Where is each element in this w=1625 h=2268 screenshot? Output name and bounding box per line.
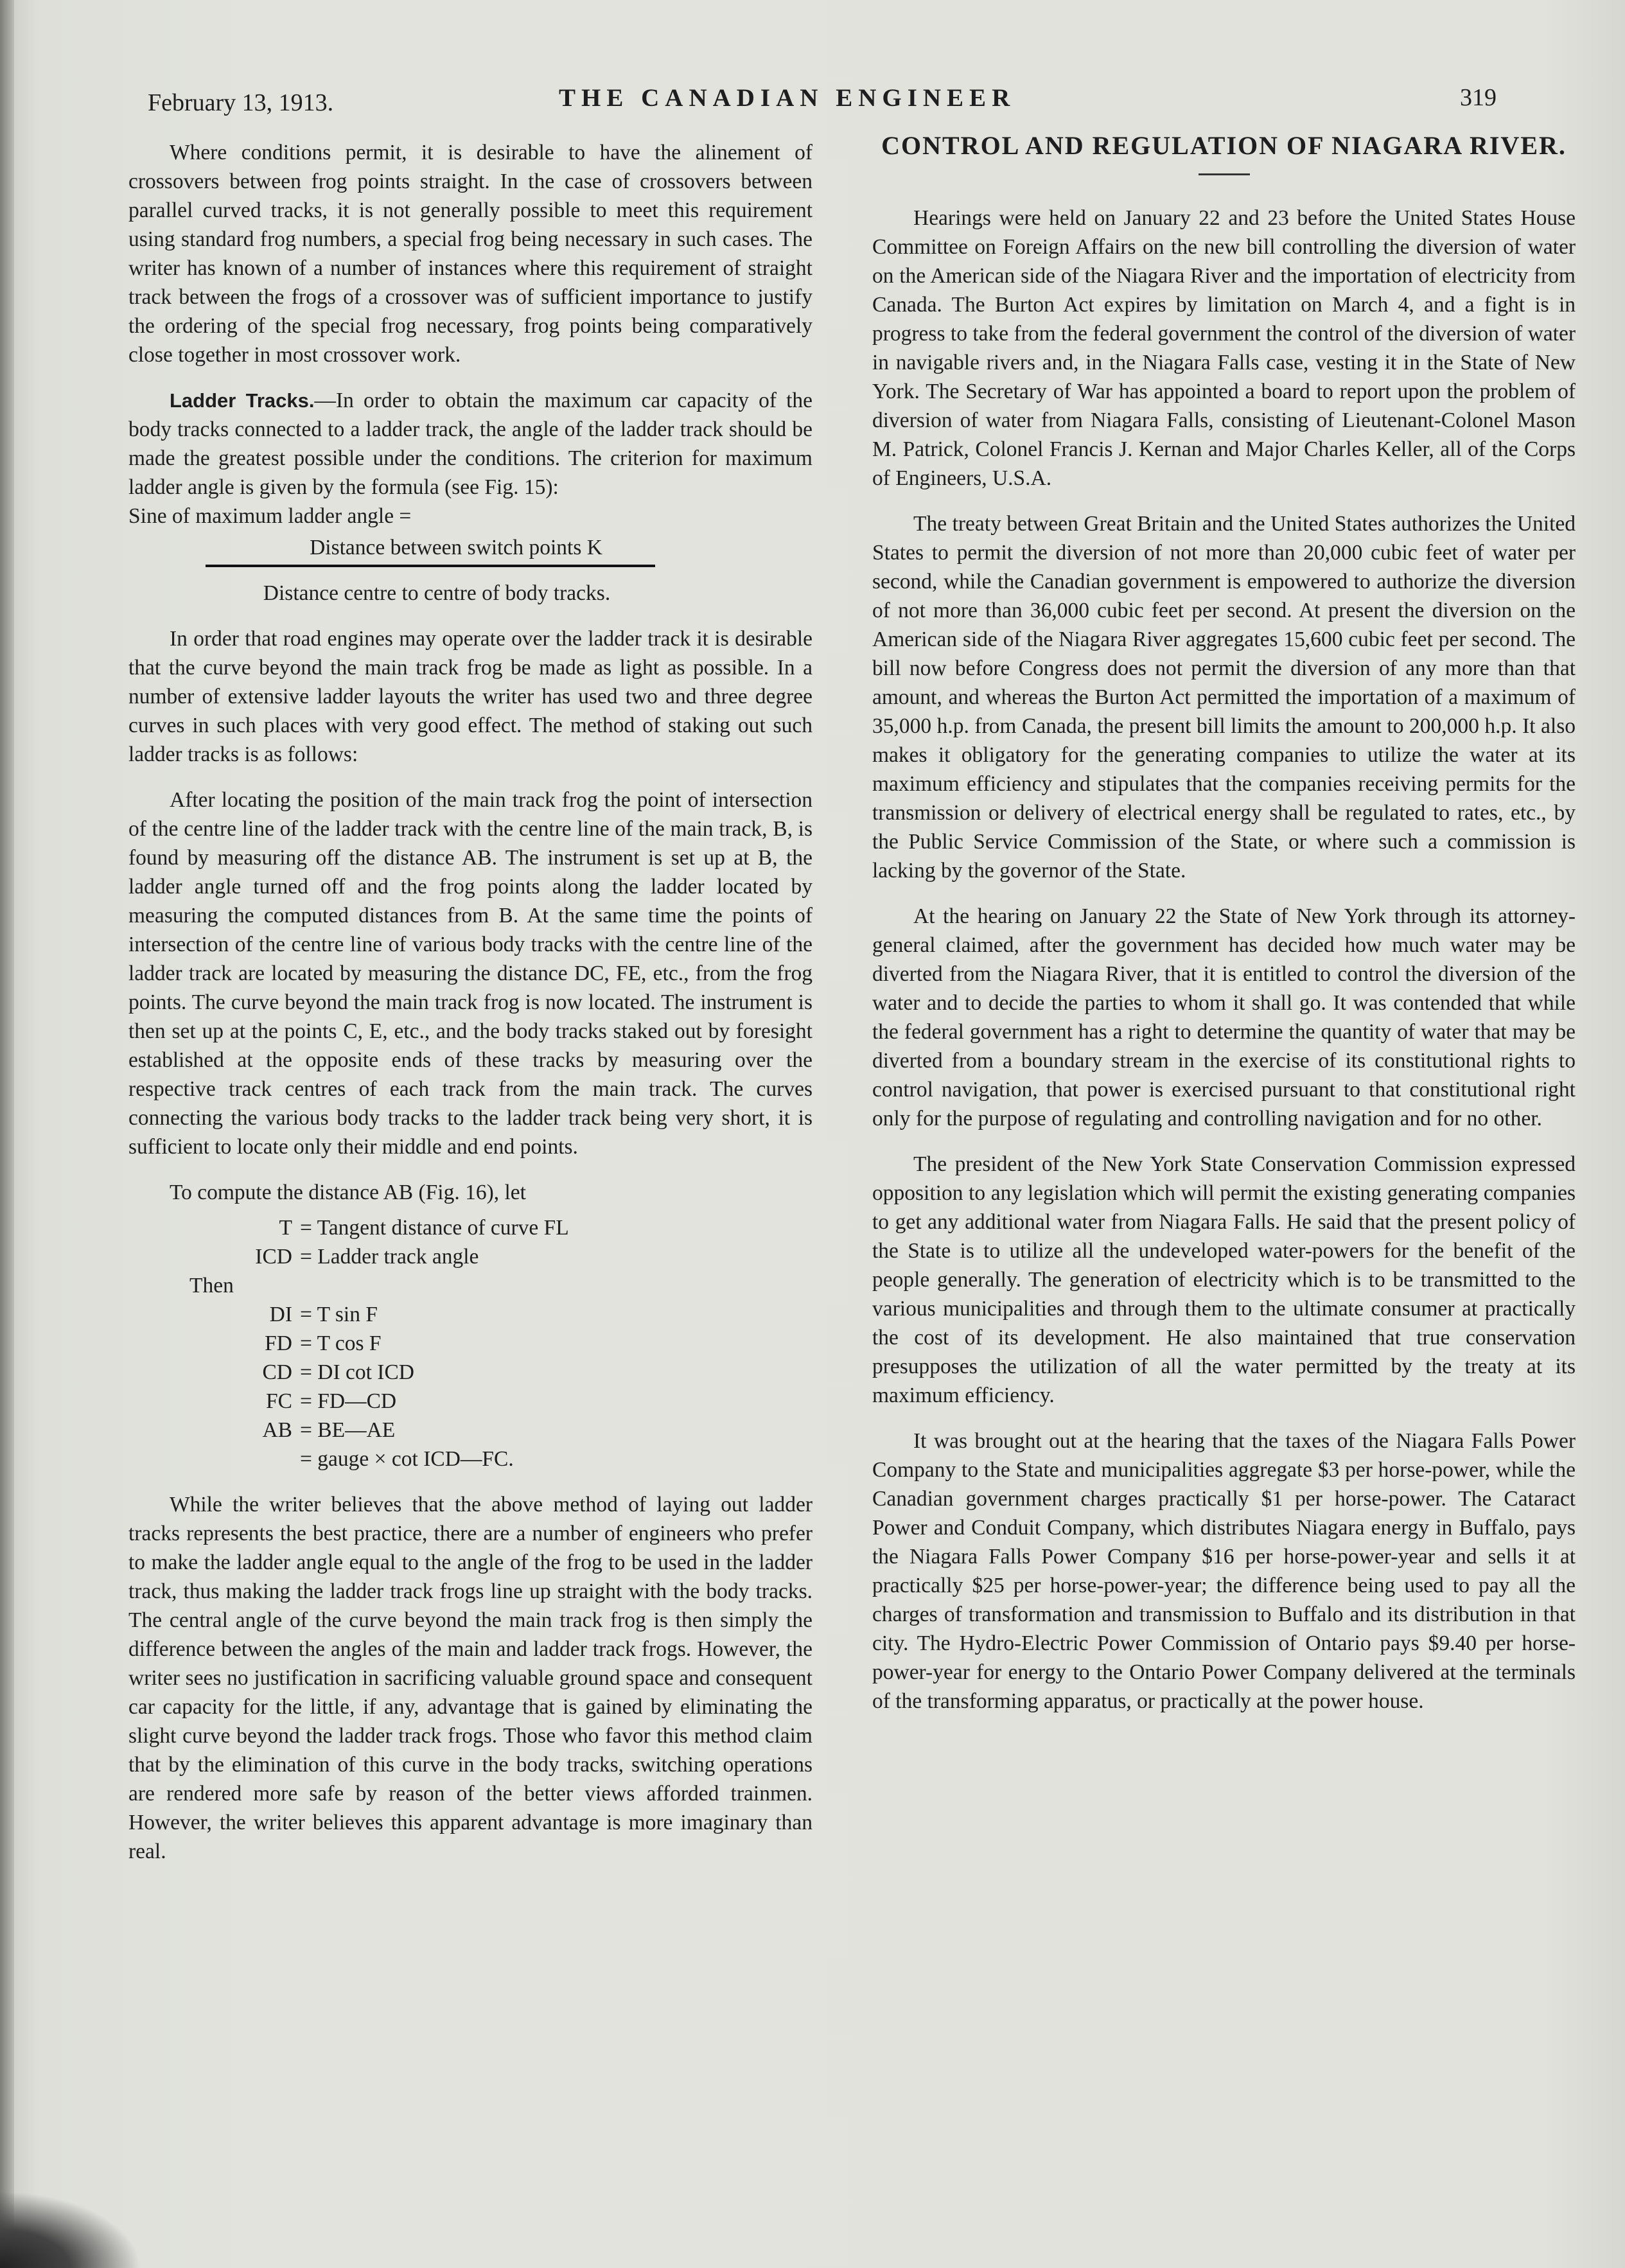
sine-formula-label: Sine of maximum ladder angle = <box>128 504 412 528</box>
page-number: 319 <box>1460 84 1497 111</box>
title-rule <box>1199 173 1250 175</box>
running-head <box>148 84 1522 122</box>
issue-date: February 13, 1913. <box>148 89 334 116</box>
equation-row <box>128 1300 812 1329</box>
journal-title: THE CANADIAN ENGINEER <box>559 84 1016 112</box>
equation-row <box>128 1387 812 1416</box>
definition-meaning: = Tangent distance of curve FL <box>300 1216 569 1240</box>
equation-rhs: = T sin F <box>300 1303 378 1326</box>
ladder-angle-fraction <box>128 533 812 608</box>
section-heading-ladder-tracks: Ladder Tracks. <box>170 389 315 412</box>
equation-row <box>128 1445 812 1473</box>
definition-row <box>128 1242 812 1271</box>
definition-row <box>128 1213 812 1242</box>
book-spine-shadow <box>0 0 14 2268</box>
paragraph-alternative-practice: While the writer believes that the above method of laying out ladder tracks represents the best practice, there are a number of engineers who prefer to make the ladder angle equal to the angle of the frog to be used in the ladder track, thus making the ladder track frogs line up straight with the body tracks. The central angle of the curve beyond the main track frog is then simply the difference between the angles of the main and ladder track frogs. However, the writer sees no justification in sacrificing valuable ground space and consequent car capacity for the little, if any, advantage that is gained by eliminating the slight curve beyond the ladder track frogs. Those who favor this method claim that by the elimination of this curve in the body tracks, switching operations are rendered more safe by reason of the better views afforded trainmen. However, the writer believes this apparent advantage is more imaginary than real. <box>128 1493 812 1863</box>
compute-intro: To compute the distance AB (Fig. 16), let <box>170 1181 526 1204</box>
paragraph-treaty: The treaty between Great Britain and the United States authorizes the United States to permit the diversion of not more than 20,000 cubic feet of water per second, while the Canadian government is empowered to authorize the diversion of not more than 36,000 cubic feet per second. At present the diversion on the American side of the Niagara River aggregates 15,600 cubic feet per second. The bill now before Congress does not permit the diversion of any more than that amount, and whereas the Burton Act permitted the importation of a maximum of 35,000 h.p. from Canada, the present bill limits the amount to 200,000 h.p. It also makes it obligatory for the generating companies to utilize the water at its maximum efficiency and stipulates that the companies receiving permits for the transmission or delivery of electrical energy shall be regulated to rates, etc., by the Public Service Commission of the State, or where such a commission is lacking by the governor of the State. <box>872 512 1576 883</box>
paragraph-road-engines: In order that road engines may operate over the ladder track it is desirable that the curve beyond the main track frog be made as light as possible. In a number of extensive ladder layouts the writer has used two and three degree curves in such places with very good effect. The method of staking out such ladder tracks is as follows: <box>128 627 812 766</box>
equation-row <box>128 1329 812 1358</box>
equation-rhs: = FD—CD <box>300 1389 397 1413</box>
paragraph-crossovers: Where conditions permit, it is desirable to have the alinement of crossovers between frog points straight. In the case of crossovers between parallel curved tracks, it is not generally possible to meet this requirement using standard frog numbers, a special frog being necessary in such cases. The writer has known of a number of instances where this requirement of straight track between the frogs of a crossover was of sufficient importance to justify the ordering of the special frog necessary, frog points being comparatively close together in most crossover work. <box>128 141 812 367</box>
paragraph-taxes-and-rates: It was brought out at the hearing that the taxes of the Niagara Falls Power Company to the State and municipalities aggregate $3 per horse-power, while the Canadian government charges practically $1 per horse-power. The Cataract Power and Conduit Company, which distributes Niagara energy in Buffalo, pays the Niagara Falls Power Company $16 per horse-power-year and sells it at practically $25 per horse-power-year; the difference being used to pay all the charges of transformation and transmission to Buffalo and its distribution in that city. The Hydro-Electric Power Commission of Ontario pays $9.40 per horse-power-year for energy to the Ontario Power Company delivered at the terminals of the transforming apparatus, or practically at the power house. <box>872 1429 1576 1713</box>
article-title: CONTROL AND REGULATION OF NIAGARA RIVER. <box>881 131 1567 160</box>
definition-meaning: = Ladder track angle <box>300 1245 479 1269</box>
equation-lhs: FC <box>266 1389 292 1413</box>
ladder-tracks-text: —In order to obtain the maximum car capacity of the body tracks connected to a ladder track, the angle of the ladder track should be made the greatest possible under the conditions. The criterion for maximum ladder angle is given by the formula (see Fig. 15): <box>128 389 812 499</box>
definition-symbol: ICD <box>255 1245 292 1269</box>
definition-symbol: T <box>279 1216 292 1240</box>
definitions-block <box>128 1213 812 1473</box>
paragraph-state-claim: At the hearing on January 22 the State of New York through its attorney-general claimed, after the government has decided how much water may be diverted from the Niagara River, that it is entitled to control the diversion of the water and to decide the parties to whom it shall go. It was contended that while the federal government has a right to determine the quantity of water that may be diverted from a boundary stream in the exercise of its constitutional rights to control navigation, that power is exercised pursuant to that constitutional right only for the purpose of regulating and controlling navigation and for no other. <box>872 904 1576 1130</box>
corner-shadow <box>0 2191 141 2268</box>
equation-rhs: = gauge × cot ICD—FC. <box>300 1447 514 1471</box>
fraction-denominator: Distance centre to centre of body tracks. <box>263 581 611 605</box>
equation-lhs: DI <box>269 1303 292 1326</box>
equation-row <box>128 1358 812 1387</box>
left-column <box>128 138 812 1866</box>
paragraph-conservation-commission: The president of the New York State Conservation Commission expressed opposition to any legislation which will permit the existing generating companies to get any additional water from Niagara Falls. He said that the present policy of the State is to utilize all the undeveloped water-powers for the benefit of the people generally. The generation of electricity which is to be transmitted to the various municipalities and through them to the ultimate consumer at practically the cost of its development. He also maintained that true conservation presupposes the utilization of all the water permitted by the treaty at its maximum efficiency. <box>872 1152 1576 1407</box>
equation-lhs: CD <box>262 1360 292 1384</box>
equation-rhs: = DI cot ICD <box>300 1360 414 1384</box>
paragraph-hearings: Hearings were held on January 22 and 23 before the United States House Committee on Foreign Affairs on the new bill controlling the diversion of water on the American side of the Niagara River and the importation of electricity from Canada. The Burton Act expires by limitation on March 4, and a fight is in progress to take from the federal government the control of the diversion of water in navigable rivers and, in the Niagara Falls case, vesting it in the State of New York. The Secretary of War has appointed a board to report upon the problem of diversion of water from Niagara Falls, consisting of Lieutenant-Colonel Mason M. Patrick, Colonel Francis J. Kernan and Major Charles Keller, all of the Corps of Engineers, U.S.A. <box>872 206 1576 490</box>
paragraph-ladder-tracks <box>128 386 812 502</box>
equation-rhs: = BE—AE <box>300 1418 396 1442</box>
right-column <box>872 128 1576 1716</box>
fraction-numerator: Distance between switch points K <box>310 536 602 559</box>
equation-lhs: AB <box>262 1418 292 1442</box>
equation-lhs: FD <box>265 1332 292 1355</box>
fraction-bar <box>206 565 655 567</box>
equation-rhs: = T cos F <box>300 1332 382 1355</box>
equation-lhs <box>128 1445 300 1473</box>
paragraph-staking-method: After locating the position of the main track frog the point of intersection of the centre line of the ladder track with the centre line of the main track, B, is found by measuring off the distance AB. The instrument is set up at B, the ladder angle turned off and the frog points along the ladder located by measuring the computed distances from B. At the same time the points of intersection of the centre line of various body tracks with the centre line of the ladder track are located by measuring the distance DC, FE, etc., from the frog points. The curve beyond the main track frog is now located. The instrument is then set up at the points C, E, etc., and the body tracks staked out by foresight established at the opposite ends of these tracks by measuring over the respective track centres of each track from the main track. The curves connecting the various body tracks to the ladder track being very short, it is sufficient to locate only their middle and end points. <box>128 788 812 1159</box>
then-label: Then <box>189 1274 234 1297</box>
equation-row <box>128 1416 812 1445</box>
